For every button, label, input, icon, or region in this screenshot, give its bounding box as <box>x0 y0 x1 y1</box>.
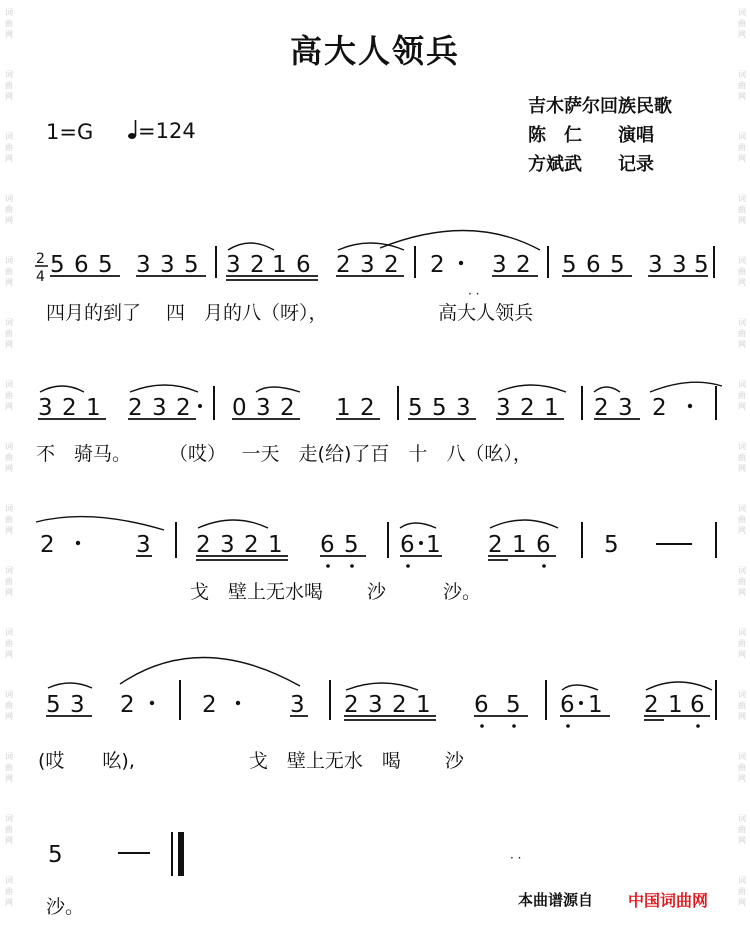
svg-text:5: 5 <box>98 252 113 278</box>
watermark-char: 曲 <box>5 143 13 152</box>
svg-text:6: 6 <box>320 532 335 558</box>
svg-text:2: 2 <box>336 252 351 278</box>
watermark-char: 词 <box>5 380 13 389</box>
watermark-char: 曲 <box>738 19 746 28</box>
score-row-3 <box>36 517 716 568</box>
brand-link[interactable]: 中国词曲网 <box>628 891 709 910</box>
svg-text:3: 3 <box>160 252 175 278</box>
watermark-char: 网 <box>738 712 746 721</box>
watermark-char: 曲 <box>5 887 13 896</box>
watermark-char: 网 <box>5 154 13 163</box>
watermark-char: 网 <box>5 464 13 473</box>
credit-transcriber: 方斌武 记录 <box>528 154 654 175</box>
watermark-char: 网 <box>5 216 13 225</box>
watermark-char: 词 <box>5 256 13 265</box>
watermark-char: 曲 <box>738 391 746 400</box>
watermark-char: 曲 <box>738 701 746 710</box>
svg-text:2: 2 <box>196 532 211 558</box>
svg-text:2: 2 <box>520 395 535 421</box>
tempo-value: =124 <box>138 119 196 143</box>
watermark-char: 网 <box>5 588 13 597</box>
svg-text:3: 3 <box>360 252 375 278</box>
watermark-char: 网 <box>738 340 746 349</box>
svg-text:3: 3 <box>672 252 687 278</box>
svg-text:3: 3 <box>456 395 471 421</box>
watermark-char: 词 <box>738 194 746 203</box>
watermark-char: 词 <box>738 380 746 389</box>
watermark-char: 网 <box>5 340 13 349</box>
watermark-char: 网 <box>738 526 746 535</box>
svg-text:5: 5 <box>408 395 423 421</box>
watermark-char: 曲 <box>738 205 746 214</box>
score-row-1 <box>35 230 714 301</box>
song-title: 高大人领兵 <box>289 32 460 70</box>
svg-text:5: 5 <box>50 252 65 278</box>
svg-text:2: 2 <box>128 395 143 421</box>
svg-text:3: 3 <box>152 395 167 421</box>
watermark-char: 网 <box>738 898 746 907</box>
svg-text:6: 6 <box>586 252 601 278</box>
svg-text:6: 6 <box>474 692 489 718</box>
watermark-char: 曲 <box>738 81 746 90</box>
watermark-char: 网 <box>738 154 746 163</box>
watermark-char: 网 <box>738 402 746 411</box>
svg-text:5: 5 <box>694 252 709 278</box>
watermark-char: 曲 <box>738 887 746 896</box>
watermark-char: 曲 <box>5 205 13 214</box>
watermark-char: 词 <box>738 70 746 79</box>
watermark-char: 词 <box>738 442 746 451</box>
watermark-char: 词 <box>5 318 13 327</box>
svg-text:2: 2 <box>62 395 77 421</box>
lyrics-row-3: 戈 壁上无水喝 沙 沙。 <box>190 581 482 603</box>
watermark-char: 网 <box>5 30 13 39</box>
svg-text:3: 3 <box>70 692 85 718</box>
watermark-char: 网 <box>738 588 746 597</box>
watermark-char: 曲 <box>738 639 746 648</box>
watermark-char: 曲 <box>5 81 13 90</box>
watermark-char: 曲 <box>5 825 13 834</box>
watermark-char: 曲 <box>5 639 13 648</box>
svg-text:6: 6 <box>690 692 705 718</box>
svg-text:1: 1 <box>426 532 441 558</box>
time-sig-bottom: 4 <box>36 269 45 285</box>
watermark-char: 网 <box>738 464 746 473</box>
watermark-char: 词 <box>738 504 746 513</box>
watermark-char: 词 <box>738 752 746 761</box>
svg-text:5: 5 <box>506 692 521 718</box>
svg-text:2: 2 <box>652 395 667 421</box>
watermark-char: 网 <box>5 898 13 907</box>
watermark-char: 词 <box>5 8 13 17</box>
svg-text:2: 2 <box>244 532 259 558</box>
svg-text:6: 6 <box>536 532 551 558</box>
svg-text:5: 5 <box>46 692 61 718</box>
svg-text:3: 3 <box>38 395 53 421</box>
watermark-char: 网 <box>5 526 13 535</box>
watermark-char: 曲 <box>5 763 13 772</box>
svg-text:· ·: · · <box>468 287 480 301</box>
watermark-char: 曲 <box>5 19 13 28</box>
watermark-char: 网 <box>5 650 13 659</box>
svg-text:2: 2 <box>384 252 399 278</box>
svg-text:3: 3 <box>220 532 235 558</box>
svg-text:· ·: · · <box>510 851 522 865</box>
watermark-char: 词 <box>5 566 13 575</box>
watermark-char: 网 <box>738 278 746 287</box>
svg-text:1: 1 <box>668 692 683 718</box>
svg-text:2: 2 <box>516 252 531 278</box>
svg-text:6: 6 <box>400 532 415 558</box>
svg-text:5: 5 <box>184 252 199 278</box>
watermark-char: 词 <box>5 628 13 637</box>
watermark-char: 曲 <box>738 515 746 524</box>
watermark-char: 词 <box>738 690 746 699</box>
svg-text:2: 2 <box>344 692 359 718</box>
svg-text:5: 5 <box>48 842 63 868</box>
watermark-char: 网 <box>5 402 13 411</box>
watermark-char: 词 <box>738 8 746 17</box>
svg-text:5: 5 <box>432 395 447 421</box>
svg-text:1: 1 <box>86 395 101 421</box>
svg-text:2: 2 <box>280 395 295 421</box>
watermark-char: 曲 <box>738 267 746 276</box>
svg-text:2: 2 <box>430 252 445 278</box>
watermark-char: 词 <box>5 752 13 761</box>
watermark-char: 网 <box>5 774 13 783</box>
watermark-char: 网 <box>738 836 746 845</box>
key-signature: 1=G <box>46 120 94 144</box>
svg-text:3: 3 <box>618 395 633 421</box>
svg-text:2: 2 <box>594 395 609 421</box>
svg-text:6: 6 <box>74 252 89 278</box>
svg-text:3: 3 <box>290 692 305 718</box>
watermark-char: 曲 <box>738 825 746 834</box>
svg-text:1: 1 <box>588 692 603 718</box>
watermark-char: 词 <box>738 814 746 823</box>
svg-text:2: 2 <box>120 692 135 718</box>
watermark-char: 网 <box>5 278 13 287</box>
svg-text:3: 3 <box>492 252 507 278</box>
watermark-char: 网 <box>738 216 746 225</box>
watermark-char: 词 <box>738 566 746 575</box>
svg-text:1: 1 <box>416 692 431 718</box>
svg-text:3: 3 <box>648 252 663 278</box>
watermark-char: 曲 <box>5 267 13 276</box>
watermark-char: 曲 <box>738 763 746 772</box>
svg-text:1: 1 <box>512 532 527 558</box>
watermark-char: 曲 <box>5 701 13 710</box>
svg-text:6: 6 <box>560 692 575 718</box>
watermark-char: 曲 <box>5 577 13 586</box>
svg-text:2: 2 <box>250 252 265 278</box>
svg-text:5: 5 <box>344 532 359 558</box>
credit-origin: 吉木萨尔回族民歌 <box>528 96 672 117</box>
svg-text:3: 3 <box>256 395 271 421</box>
svg-text:2: 2 <box>644 692 659 718</box>
watermark-char: 词 <box>5 876 13 885</box>
watermark-char: 曲 <box>5 391 13 400</box>
lyrics-row-1: 四月的到了 四 月的八（呀）， 高大人领兵 <box>46 302 534 324</box>
svg-text:3: 3 <box>368 692 383 718</box>
watermark-char: 词 <box>738 132 746 141</box>
watermark-char: 词 <box>738 256 746 265</box>
watermark-char: 曲 <box>738 143 746 152</box>
watermark-char: 网 <box>738 92 746 101</box>
svg-text:1: 1 <box>336 395 351 421</box>
time-sig-top: 2 <box>36 251 45 267</box>
watermark-char: 曲 <box>738 453 746 462</box>
watermark-char: 词 <box>5 814 13 823</box>
watermark-char: 词 <box>5 442 13 451</box>
watermark-char: 曲 <box>738 329 746 338</box>
watermark-char: 词 <box>5 194 13 203</box>
watermark-char: 词 <box>5 504 13 513</box>
watermark-char: 网 <box>5 712 13 721</box>
svg-text:0: 0 <box>232 395 247 421</box>
watermark-char: 词 <box>5 132 13 141</box>
watermark-char: 网 <box>5 92 13 101</box>
svg-text:1: 1 <box>544 395 559 421</box>
svg-text:5: 5 <box>604 532 619 558</box>
svg-text:5: 5 <box>610 252 625 278</box>
watermark-char: 词 <box>5 70 13 79</box>
svg-text:2: 2 <box>392 692 407 718</box>
svg-text:2: 2 <box>40 532 55 558</box>
svg-text:1: 1 <box>268 532 283 558</box>
svg-text:3: 3 <box>136 252 151 278</box>
watermark-char: 曲 <box>5 453 13 462</box>
lyrics-row-5: 沙。 <box>46 896 85 918</box>
svg-text:3: 3 <box>496 395 511 421</box>
watermark-char: 曲 <box>5 329 13 338</box>
watermark-char: 词 <box>738 318 746 327</box>
svg-text:2: 2 <box>360 395 375 421</box>
svg-text:5: 5 <box>562 252 577 278</box>
lyrics-row-4: (哎 吆), 戈 壁上无水 喝 沙 <box>38 750 464 772</box>
svg-text:2: 2 <box>176 395 191 421</box>
svg-text:3: 3 <box>136 532 151 558</box>
watermark-char: 网 <box>738 30 746 39</box>
watermark-char: 词 <box>738 628 746 637</box>
lyrics-row-2: 不 骑马。 （哎） 一天 走(给)了百 十 八（吆）， <box>36 443 532 465</box>
source-label: 本曲谱源自 <box>518 891 594 909</box>
credit-singer: 陈 仁 演唱 <box>528 125 654 146</box>
score-row-5 <box>48 832 521 876</box>
score-row-4 <box>46 657 716 727</box>
svg-text:2: 2 <box>488 532 503 558</box>
watermark-char: 词 <box>738 876 746 885</box>
svg-text:2: 2 <box>202 692 217 718</box>
watermark-char: 网 <box>5 836 13 845</box>
svg-text:3: 3 <box>226 252 241 278</box>
watermark-char: 曲 <box>5 515 13 524</box>
watermark-char: 网 <box>738 650 746 659</box>
svg-text:6: 6 <box>296 252 311 278</box>
svg-text:1: 1 <box>272 252 287 278</box>
score-row-2 <box>38 382 722 421</box>
watermark-char: 曲 <box>738 577 746 586</box>
watermark-char: 网 <box>738 774 746 783</box>
watermark-char: 词 <box>5 690 13 699</box>
